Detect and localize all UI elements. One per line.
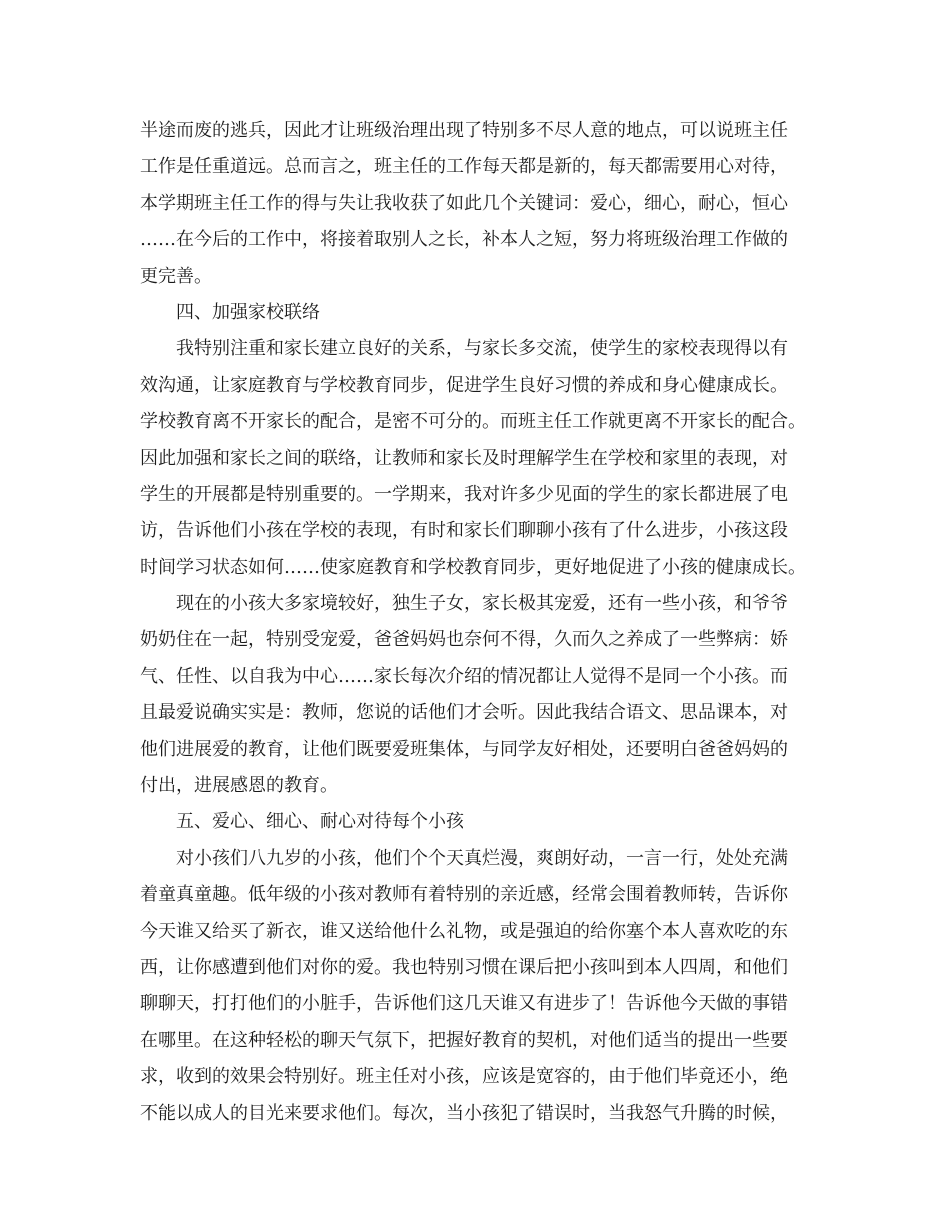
text-line: ……在今后的工作中，将接着取别人之长，补本人之短，努力将班级治理工作做的	[140, 229, 788, 251]
paragraph-start-line: 对小孩们八九岁的小孩，他们个个天真烂漫，爽朗好动，一言一行，处处充满	[176, 847, 788, 869]
text-line: 本学期班主任工作的得与失让我收获了如此几个关键词：爱心，细心，耐心，恒心	[140, 192, 788, 214]
text-line: 在哪里。在这种轻松的聊天气氛下，把握好教育的契机，对他们适当的提出一些要	[140, 1029, 788, 1051]
text-line: 他们进展爱的教育，让他们既要爱班集体，与同学友好相处，还要明白爸爸妈妈的	[140, 738, 788, 760]
text-line: 气、任性、以自我为中心……家长每次介绍的情况都让人觉得不是同一个小孩。而	[140, 665, 788, 687]
text-line: 因此加强和家长之间的联络，让教师和家长及时理解学生在学校和家里的表现，对	[140, 447, 788, 469]
text-line: 今天谁又给买了新衣，谁又送给他什么礼物，或是强迫的给你塞个本人喜欢吃的东	[140, 920, 788, 942]
text-line: 且最爱说确实实是：教师，您说的话他们才会听。因此我结合语文、思品课本，对	[140, 702, 788, 724]
text-line: 工作是任重道远。总而言之，班主任的工作每天都是新的，每天都需要用心对待，	[140, 156, 788, 178]
paragraph-start-line: 现在的小孩大多家境较好，独生子女，家长极其宠爱，还有一些小孩，和爷爷	[176, 593, 788, 615]
paragraph-start-line: 四、加强家校联络	[176, 301, 320, 323]
text-line: 聊聊天，打打他们的小脏手，告诉他们这几天谁又有进步了！告诉他今天做的事错	[140, 993, 788, 1015]
text-line: 访，告诉他们小孩在学校的表现，有时和家长们聊聊小孩有了什么进步，小孩这段	[140, 520, 788, 542]
text-line: 学校教育离不开家长的配合，是密不可分的。而班主任工作就更离不开家长的配合。	[140, 411, 806, 433]
text-line: 半途而废的逃兵，因此才让班级治理出现了特别多不尽人意的地点，可以说班主任	[140, 120, 788, 141]
text-line: 更完善。	[140, 265, 212, 287]
text-line: 西，让你感遭到他们对你的爱。我也特别习惯在课后把小孩叫到本人四周，和他们	[140, 956, 788, 978]
text-line: 效沟通，让家庭教育与学校教育同步，促进学生良好习惯的养成和身心健康成长。	[140, 374, 788, 396]
text-line: 学生的开展都是特别重要的。一学期来，我对许多少见面的学生的家长都进展了电	[140, 483, 788, 505]
text-line: 奶奶住在一起，特别受宠爱，爸爸妈妈也奈何不得，久而久之养成了一些弊病：娇	[140, 629, 788, 651]
paragraph-start-line: 五、爱心、细心、耐心对待每个小孩	[176, 811, 464, 833]
text-line: 付出，进展感恩的教育。	[140, 775, 338, 797]
text-line: 着童真童趣。低年级的小孩对教师有着特别的亲近感，经常会围着教师转，告诉你	[140, 884, 788, 906]
document-body	[140, 113, 820, 1132]
text-line: 求，收到的效果会特别好。班主任对小孩，应该是宽容的，由于他们毕竟还小，绝	[140, 1066, 788, 1088]
text-line: 不能以成人的目光来要求他们。每次，当小孩犯了错误时，当我怒气升腾的时候，	[140, 1102, 788, 1124]
paragraph-start-line: 我特别注重和家长建立良好的关系，与家长多交流，使学生的家校表现得以有	[176, 338, 788, 360]
text-line: 时间学习状态如何……使家庭教育和学校教育同步，更好地促进了小孩的健康成长。	[140, 556, 806, 578]
